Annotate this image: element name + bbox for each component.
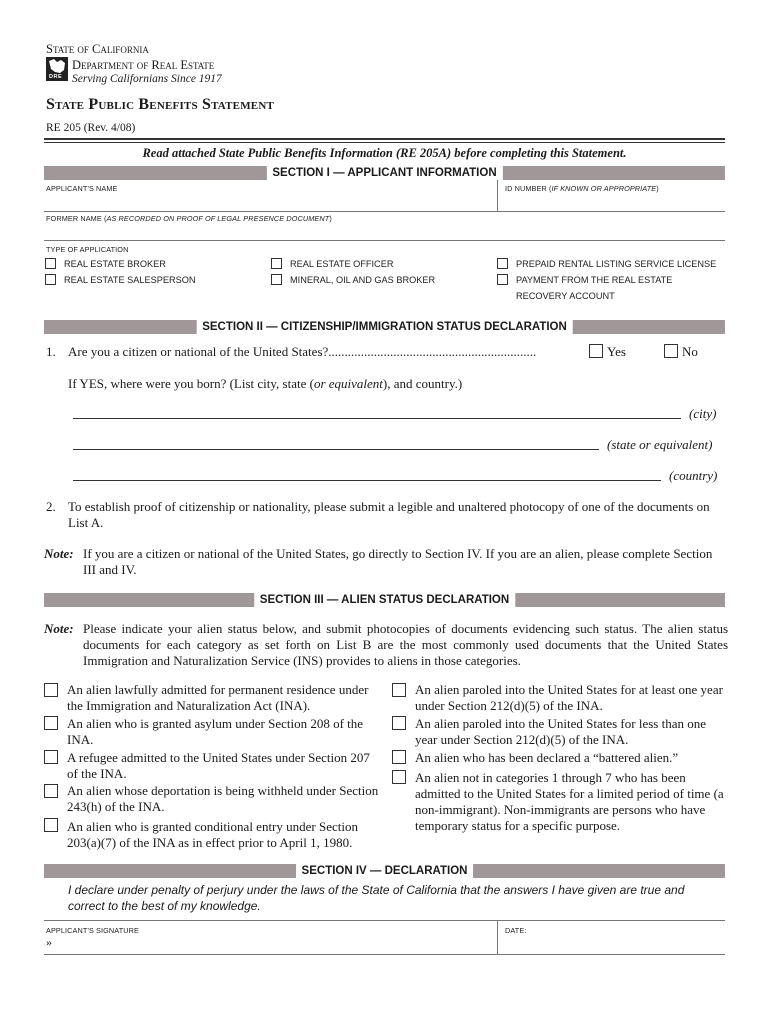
checkbox-non-immigrant[interactable]: [392, 770, 406, 784]
header-rule-thin: [44, 142, 725, 143]
checkbox-yes[interactable]: [589, 344, 603, 358]
id-number-hint: IF KNOWN OR APPROPRIATE: [551, 184, 657, 193]
signature-marker: »: [46, 935, 52, 949]
question-1-text: Are you a citizen or national of the United States?: [68, 344, 329, 359]
field-rule: [44, 211, 725, 212]
id-number-field[interactable]: [499, 182, 725, 212]
checkbox-paroled-one-year[interactable]: [392, 683, 406, 697]
department-name: Department of Real Estate: [72, 58, 215, 72]
option-conditional-entry: An alien who is granted conditional entry under Section 203(a)(7) of the INA as in effect prior to April 1, 1980.: [67, 819, 358, 850]
city-field[interactable]: [73, 418, 681, 419]
question-2-text: To establish proof of citizenship or nationality, please submit a legible and unaltered photocopy of one of the documents on List A.: [68, 499, 710, 530]
option-non-immigrant: An alien not in categories 1 through 7 who has been admitted to the United States for a limited period of time (a non-immigrant). Non-immigrants are persons who have temporary status for a specific purpose.: [415, 770, 724, 833]
tagline: Serving Californians Since 1917: [72, 73, 222, 85]
city-label: (city): [689, 406, 717, 421]
question-1: [68, 344, 536, 360]
declaration-text: I declare under penalty of perjury under the laws of the State of California that the answers I have given are true and correct to the best of my knowledge.: [68, 883, 685, 913]
born-question-c: ), and country.): [382, 376, 463, 391]
checkbox-real-estate-officer[interactable]: [271, 258, 282, 269]
signature-rule-bottom: [44, 954, 725, 955]
option-permanent-resident: An alien lawfully admitted for permanent residence under the Immigration and Naturalization Act (INA).: [67, 682, 369, 713]
section1-heading: SECTION I — APPLICANT INFORMATION: [266, 166, 502, 180]
option-prepaid-rental-listing: PREPAID RENTAL LISTING SERVICE LICENSE: [516, 259, 717, 269]
applicant-name-label: APPLICANT'S NAME: [46, 184, 118, 193]
checkbox-asylum[interactable]: [44, 716, 58, 730]
id-number-label-text: ID NUMBER (: [505, 184, 552, 193]
date-field[interactable]: [499, 922, 725, 954]
checkbox-refugee[interactable]: [44, 750, 58, 764]
country-label: (country): [669, 468, 718, 483]
checkbox-deportation-withheld[interactable]: [44, 784, 58, 798]
option-mineral-oil-gas-broker: MINERAL, OIL AND GAS BROKER: [290, 275, 436, 285]
section4-bar: [44, 864, 725, 878]
checkbox-permanent-resident[interactable]: [44, 683, 58, 697]
section2-note-label: Note:: [44, 546, 74, 561]
checkbox-payment-recovery-account[interactable]: [497, 274, 508, 285]
checkbox-no[interactable]: [664, 344, 678, 358]
question-2-number: 2.: [46, 499, 56, 514]
option-real-estate-broker: REAL ESTATE BROKER: [64, 259, 166, 269]
state-field[interactable]: [73, 449, 599, 450]
born-question-a: If YES, where were you born? (List city, state (: [68, 376, 314, 391]
option-refugee: A refugee admitted to the United States under Section 207 of the INA.: [67, 750, 370, 781]
yes-label: Yes: [607, 344, 626, 359]
id-number-close: ): [656, 184, 659, 193]
former-name-hint: AS RECORDED ON PROOF OF LEGAL PRESENCE DOCUMENT: [106, 214, 330, 223]
option-real-estate-salesperson: REAL ESTATE SALESPERSON: [64, 275, 196, 285]
section3-heading: SECTION III — ALIEN STATUS DECLARATION: [254, 593, 515, 607]
agency-name: State of California: [46, 42, 149, 56]
checkbox-prepaid-rental-listing[interactable]: [497, 258, 508, 269]
signature-rule-top: [44, 920, 725, 921]
option-payment-recovery-account-line2: RECOVERY ACCOUNT: [516, 291, 615, 301]
date-label: DATE:: [505, 926, 527, 935]
logo-text: DRE: [49, 74, 63, 80]
field-divider: [497, 180, 498, 212]
option-paroled-one-year: An alien paroled into the United States for at least one year under Section 212(d)(5) of the INA.: [415, 682, 723, 713]
option-paroled-less-than-year: An alien paroled into the United States for less than one year under Section 212(d)(5) of the INA.: [415, 716, 706, 747]
former-name-field[interactable]: [44, 214, 725, 240]
option-asylum: An alien who is granted asylum under Section 208 of the INA.: [67, 716, 364, 747]
form-title: State Public Benefits Statement: [46, 96, 275, 113]
type-of-application-label: TYPE OF APPLICATION: [46, 245, 129, 254]
no-label: No: [682, 344, 698, 359]
section2-note-text: If you are a citizen or national of the United States, go directly to Section IV. If you are an alien, please complete Section III and IV.: [83, 546, 713, 577]
section3-note-text: Please indicate your alien status below, and submit photocopies of documents evidencing such status. The alien status documents for each category as set forth on List B are the most commonly used documents that the United States Immigration and Naturalization Service (INS) provides to aliens in those categories.: [83, 621, 728, 668]
country-field[interactable]: [73, 480, 661, 481]
form-number: RE 205 (Rev. 4/08): [46, 122, 136, 134]
applicant-name-field[interactable]: [44, 182, 496, 212]
section1-bar: [44, 166, 725, 180]
dre-logo: [46, 57, 68, 81]
checkbox-paroled-less-than-year[interactable]: [392, 716, 406, 730]
checkbox-real-estate-salesperson[interactable]: [45, 274, 56, 285]
born-question: [68, 376, 462, 392]
signature-divider: [497, 920, 498, 954]
section3-note-label: Note:: [44, 621, 74, 636]
question-1-leader: ................................................................: [328, 344, 537, 359]
section3-bar: [44, 593, 725, 607]
section4-heading: SECTION IV — DECLARATION: [296, 864, 474, 878]
checkbox-battered-alien[interactable]: [392, 750, 406, 764]
question-1-number: 1.: [46, 344, 56, 359]
state-label: (state or equivalent): [607, 437, 713, 452]
option-payment-recovery-account: PAYMENT FROM THE REAL ESTATE: [516, 275, 673, 285]
option-real-estate-officer: REAL ESTATE OFFICER: [290, 259, 394, 269]
checkbox-conditional-entry[interactable]: [44, 818, 58, 832]
checkbox-real-estate-broker[interactable]: [45, 258, 56, 269]
signature-field[interactable]: [44, 922, 496, 954]
option-battered-alien: An alien who has been declared a “battered alien.”: [415, 750, 679, 765]
signature-label: APPLICANT'S SIGNATURE: [46, 926, 139, 935]
section2-bar: [44, 320, 725, 334]
former-name-close: ): [329, 214, 332, 223]
header-rule: [44, 138, 725, 140]
checkbox-mineral-oil-gas-broker[interactable]: [271, 274, 282, 285]
former-name-label-text: FORMER NAME (: [46, 214, 107, 223]
section2-heading: SECTION II — CITIZENSHIP/IMMIGRATION STATUS DECLARATION: [196, 320, 573, 334]
instruction-line: Read attached State Public Benefits Information (RE 205A) before completing this Statement.: [142, 146, 627, 160]
born-question-b: or equivalent: [313, 376, 383, 391]
field-rule: [44, 240, 725, 241]
option-deportation-withheld: An alien whose deportation is being withheld under Section 243(h) of the INA.: [67, 783, 379, 814]
